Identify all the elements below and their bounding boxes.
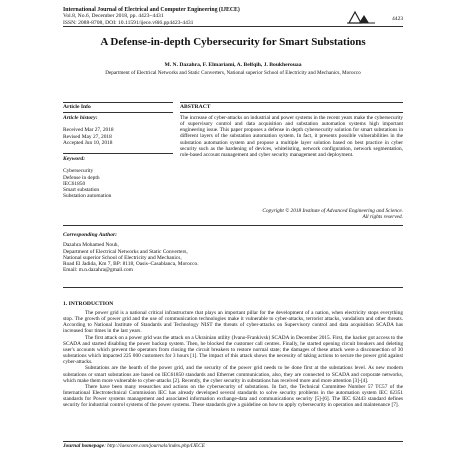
page-number: 4423 <box>392 16 404 22</box>
corresponding-line: Dazahra Mohamed Nouh, <box>63 242 119 249</box>
keyword-rule <box>63 153 173 154</box>
footer-divider <box>63 441 403 442</box>
corresponding-bottom-rule <box>63 287 403 288</box>
body-paragraph: The first attack on a power grid was the attack on a Ukrainian utility (Ivano-Frankivsk) SCADA in December 2015. First, the hacker got access to the SCADA and started disabling the power backup system. Then, he blocked the customer call centres. Finally, he started opening circuit breakers and deleting user's accounts which prevent the operators from closing the circuit breakers to restore normal state; the damages of these attack were a disconnection of 30 substations which impacted 225 000 customers for 3 hours [1]. The impact of this attack shows the necessity of taking actions to secure the power grid against cyber-attacks. <box>63 334 403 366</box>
header-divider <box>63 26 403 27</box>
footer-homepage-link[interactable]: : http://iaescore.com/journals/index.php/IJECE <box>104 443 205 449</box>
keyword-item: IEC61850 <box>63 180 86 187</box>
footer-label: Journal homepage <box>63 443 105 449</box>
copyright-line: Copyright © 2018 Institute of Advanced Engineering and Science. <box>262 208 403 214</box>
body-paragraph: The power grid is a national critical infrastructure that plays an important pillar for the development of a nation, when electricity stops everything stop. The growth of power grid and the use of communication technologies make it vulnerable to cyber-attacks, terrorist attacks, vandalism and other threats. According to National Institute of Standards and Technology NIST the threats of cyber-attacks on Supervisory control and data acquisition SCADA has increased four times in the last years. <box>63 310 403 335</box>
keyword-item: Smart substation <box>63 187 100 194</box>
abstract-heading: ABSTRACT <box>180 104 211 110</box>
history-accepted: Accepted Jun 10, 2018 <box>63 139 113 146</box>
article-info-top-rule <box>63 102 173 103</box>
corresponding-author <box>63 232 403 274</box>
keyword-label: Keyword: <box>63 156 86 162</box>
journal-issn: ISSN: 2088-8708, DOI: 10.11591/ijece.v8i6.pp4423-4431 <box>63 19 194 26</box>
keyword-item: Cybersecurity <box>63 168 94 175</box>
article-info-heading: Article Info <box>63 104 91 110</box>
paper-authors: M. N. Dazahra, F. Elmariami, A. Belfqih, J. Boukherouaa <box>164 62 302 68</box>
history-revised: Revised May 27, 2018 <box>63 133 112 140</box>
journal-footer <box>63 443 205 449</box>
history-received: Received Mar 27, 2018 <box>63 127 114 134</box>
journal-logo-icon <box>345 10 383 24</box>
body-paragraph: Substations are the hearth of the power grid, and the security of the power grid needs to be done first at the substations level. As new modern substations or smart substations are based on IEC61850 standards and Ethernet communication, also, they are connected to SCADA and corporate networks, which make them more vulnerable to cyber-attacks [2]. Recently, the cyber security in substations has received more and more attention [3]-[4]. <box>63 365 403 384</box>
keywords-block <box>63 156 173 200</box>
body-paragraph: There have been many researches and actions on the cybersecurity of substations. In fact, the Technical Committee Number 57 TC57 of the International Electrotechnical Commission IEC has already developed several standards to solve security problems in the automation system IEC 62351 standards for Power systems management and associated information exchange-data and communications security [5]-[6]. The IEC 62443 standard defines security for industrial control systems of the power systems. These standards give a guideline on how to apply cybersecurity in operation and maintenance [7]. <box>63 383 403 409</box>
journal-volume: Vol.8, No.6, December 2018, pp. 4423~4431 <box>63 13 164 20</box>
article-info-sub-rule <box>63 112 173 113</box>
article-history <box>63 115 173 146</box>
rights-line: All rights reserved. <box>362 214 403 221</box>
section-title-introduction: 1. INTRODUCTION <box>63 301 114 307</box>
history-label: Article history: <box>63 115 98 121</box>
paper-affiliation: Department of Electrical Networks and Static Converters, National superior School of Electricity and Mechanics, Morocco <box>105 70 361 76</box>
copyright-block <box>180 208 403 221</box>
corresponding-heading: Corresponding Author: <box>63 232 118 238</box>
keyword-item: Substation automation <box>63 193 112 200</box>
corresponding-top-rule <box>63 225 403 226</box>
corresponding-line: Department of Electrical Networks and Static Converters, <box>63 248 188 255</box>
abstract-top-rule <box>180 102 403 103</box>
keyword-item: Defense in depth <box>63 174 100 181</box>
corresponding-email: Email: m.n.dazahra@gmail.com <box>63 267 133 274</box>
corresponding-line: Road El Jadida, Km 7, BP: 8118, Oasis–Casablanca, Morocco. <box>63 261 199 268</box>
corresponding-line: National superior School of Electricity and Mechanics, <box>63 254 182 261</box>
paper-title: A Defense-in-depth Cybersecurity for Smart Substations <box>100 36 366 48</box>
introduction-body <box>63 310 403 409</box>
abstract-sub-rule <box>180 112 403 113</box>
abstract-text: The increase of cyber-attacks on industrial and power systems in the recent years make the cybersecurity of supervisory control and data acquisition and substation automation systems high important engineering issue. This paper proposes a defense in depth cybersecurity solution for smart substations in different layers of the substation automation system. In fact, it presents possible vulnerabilities in the substation automation system and propose a multiple layer solution based on best practice in cyber security such as the hardening of devices, whitelisting, network configuration, network segmentation, role-based account management and cyber security management and deployment. <box>180 115 403 158</box>
journal-name: International Journal of Electrical and Computer Engineering (IJECE) <box>63 7 240 13</box>
